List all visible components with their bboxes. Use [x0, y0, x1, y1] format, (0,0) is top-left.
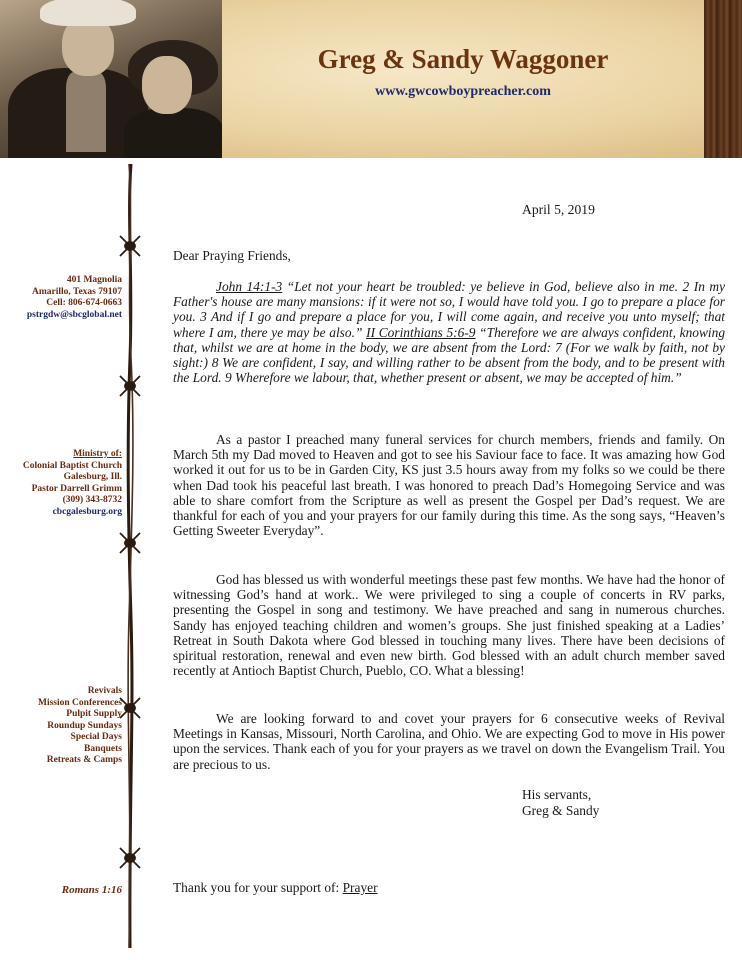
- address-line2: Amarillo, Texas 79107: [32, 286, 122, 297]
- church-website-link[interactable]: cbcgalesburg.org: [52, 506, 122, 517]
- paragraph-revivals: We are looking forward to and covet your prayers for 6 consecutive weeks of Revival Meetings in Kansas, Missouri, North Carolina, and Ohio. We are expecting God to move in His power upon the services. Thank each of you for your prayers as we travel on down the Evangelism Trail. You are precious to us.: [173, 711, 725, 772]
- signature-names: Greg & Sandy: [522, 802, 600, 818]
- paragraph-dad: As a pastor I preached many funeral services for church members, friends and family. On March 5th my Dad moved to Heaven and got to see his Saviour face to face. It was amazing how God worked it out for us to be in Garden City, KS just 3.5 hours away from my folks so we could be there when Dad took his peaceful last breath. I was honored to preach Dad’s Homegoing Service and was able to share comfort from the Scripture as well as present the Gospel per Dad’s request. We are thankful for each of you and your prayers for our family during this time. As the song says, “Heaven’s Getting Sweeter Everyday”.: [173, 432, 725, 539]
- cell-phone: Cell: 806-674-0663: [46, 298, 122, 308]
- scripture-ref-corinthians: II Corinthians 5:6-9: [366, 324, 476, 340]
- couple-photo: [0, 0, 222, 158]
- service-item: Revivals: [87, 686, 122, 696]
- signature-block: [522, 787, 599, 818]
- letter-greeting: Dear Praying Friends,: [173, 248, 291, 263]
- address-line1: 401 Magnolia: [66, 275, 122, 285]
- scripture-ref-john: John 14:1-3: [216, 279, 283, 294]
- pastor-name: Pastor Darrell Grimm: [31, 483, 122, 494]
- service-item: Banquets: [83, 743, 122, 754]
- scripture-text-corinthians: “Therefore we are always confident, knowing that, whilst we are at home in the body, we are absent from the Lord: 7 (For we walk by faith, not by sight:) 8 We are confident, I say, and willing rather to be absent from the body, and to be present with the Lord. 9 Wherefore we labour, that, whether present or absent, we may be accepted of him.”: [173, 324, 726, 386]
- support-label: Thank you for your support of:: [173, 880, 343, 895]
- support-type: Prayer: [342, 880, 378, 895]
- contact-block: [27, 275, 122, 321]
- scripture-text-john: “Let not your heart be troubled: ye believe in God, believe also in me. 2 In my Father's house are many mansions: if it were not so, I would have told you. I go to prepare a place for you. 3 And if I go and prepare a place for you, I will come again, and receive you unto myself; that where I am, there ye may be also.”: [173, 279, 726, 340]
- email-link[interactable]: pstrgdw@sbcglobal.net: [26, 309, 122, 320]
- letterhead: [0, 0, 742, 158]
- service-item: Roundup Sundays: [47, 720, 122, 731]
- service-item: Special Days: [70, 732, 122, 742]
- ministry-heading: Ministry of:: [73, 449, 122, 459]
- paragraph-meetings: God has blessed us with wonderful meetings these past few months. We have had the honor of witnessing God’s hand at work.. We were privileged to sing a couple of concerts in RV parks, presenting the Gospel in song and testimony. We have preached and sang in numerous churches. Sandy has enjoyed teaching children and women’s groups. She just finished speaking at a Ladies’ Retreat in South Dakota where God blessed in touching many lives. There have been decisions of spiritual restoration, renewal and even new birth. God blessed with an adult church member saved recently at Antioch Baptist Church, Pueblo, CO. What a blessing!: [173, 572, 725, 679]
- letterhead-website: www.gwcowboypreacher.com: [375, 84, 551, 99]
- church-name: Colonial Baptist Church: [22, 460, 122, 471]
- sidebar-verse: Romans 1:16: [61, 884, 122, 896]
- church-phone: (309) 343-8732: [62, 495, 122, 505]
- service-item: Mission Conferences: [38, 697, 122, 708]
- wood-border: [704, 0, 742, 158]
- scripture-paragraph: [173, 279, 725, 385]
- letterhead-title: Greg & Sandy Waggoner: [317, 44, 609, 74]
- services-list: [38, 686, 122, 767]
- support-line: [173, 880, 725, 895]
- closing-line: His servants,: [522, 787, 592, 802]
- service-item: Pulpit Supply: [66, 709, 122, 719]
- service-item: Retreats & Camps: [46, 755, 122, 765]
- church-city: Galesburg, Ill.: [63, 472, 122, 482]
- ministry-block: [23, 449, 122, 518]
- letter-date: April 5, 2019: [522, 202, 595, 217]
